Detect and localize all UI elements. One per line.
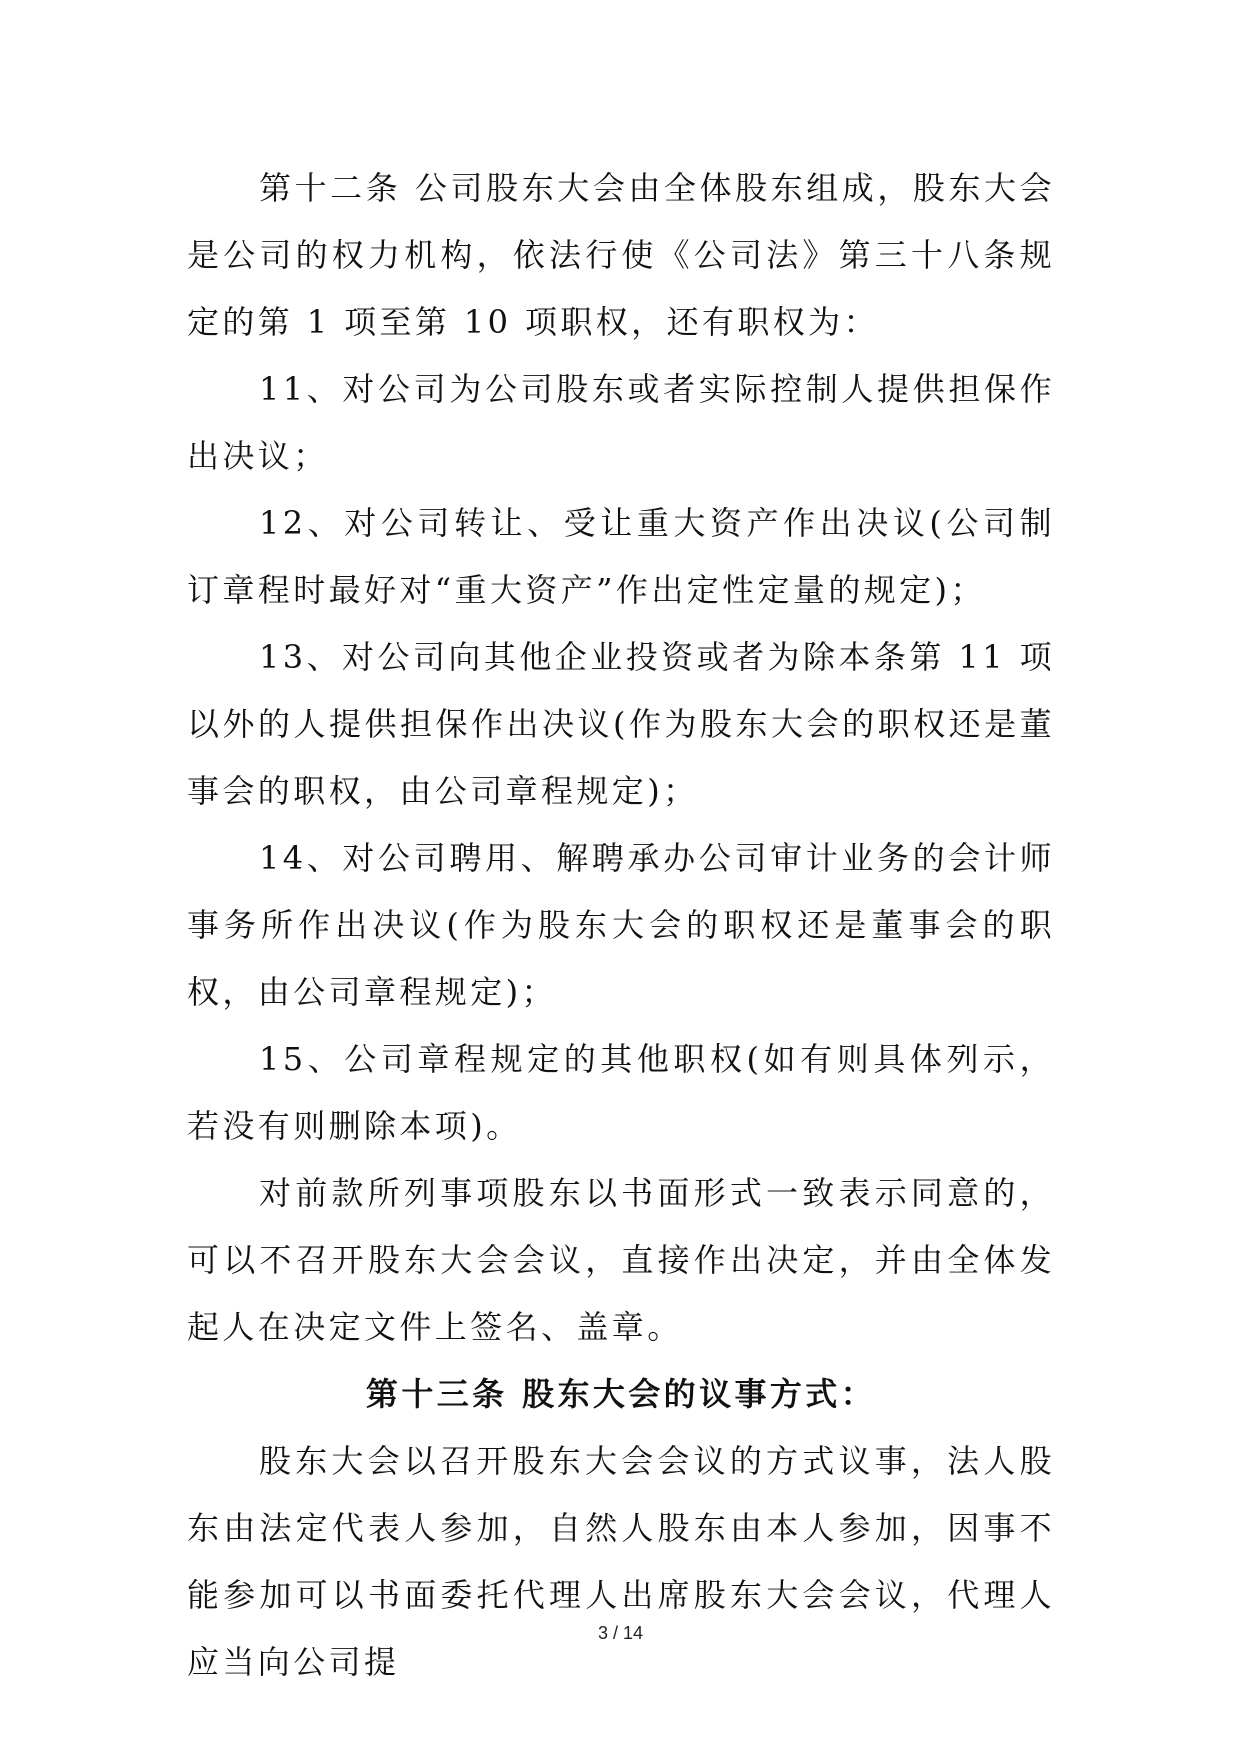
article-12-item-12: 12、对公司转让、受让重大资产作出决议(公司制订章程时最好对“重大资产”作出定性定量的规定)； bbox=[187, 504, 1055, 609]
article-12-item-15: 15、公司章程规定的其他职权(如有则具体列示，若没有则删除本项)。 bbox=[187, 1040, 1055, 1145]
article-12-closing-paragraph: 对前款所列事项股东以书面形式一致表示同意的，可以不召开股东大会会议，直接作出决定，并由全体发起人在决定文件上签名、盖章。 bbox=[187, 1174, 1055, 1346]
article-13-paragraph: 股东大会以召开股东大会会议的方式议事，法人股东由法定代表人参加，自然人股东由本人参加，因事不能参加可以书面委托代理人出席股东大会会议，代理人应当向公司提 bbox=[187, 1442, 1055, 1681]
article-12-item-14: 14、对公司聘用、解聘承办公司审计业务的会计师事务所作出决议(作为股东大会的职权还是董事会的职权，由公司章程规定)； bbox=[187, 839, 1055, 1011]
article-13-heading: 第十三条 股东大会的议事方式： bbox=[365, 1375, 877, 1413]
article-12-item-13: 13、对公司向其他企业投资或者为除本条第 11 项以外的人提供担保作出决议(作为股东大会的职权还是董事会的职权，由公司章程规定)； bbox=[187, 638, 1055, 810]
page-number: 3 / 14 bbox=[597, 1623, 644, 1643]
document-body bbox=[187, 155, 1055, 1696]
article-12-paragraph: 第十二条 公司股东大会由全体股东组成，股东大会是公司的权力机构，依法行使《公司法》第三十八条规定的第 1 项至第 10 项职权，还有职权为： bbox=[187, 169, 1055, 341]
article-12-item-11: 11、对公司为公司股东或者实际控制人提供担保作出决议； bbox=[187, 370, 1055, 475]
